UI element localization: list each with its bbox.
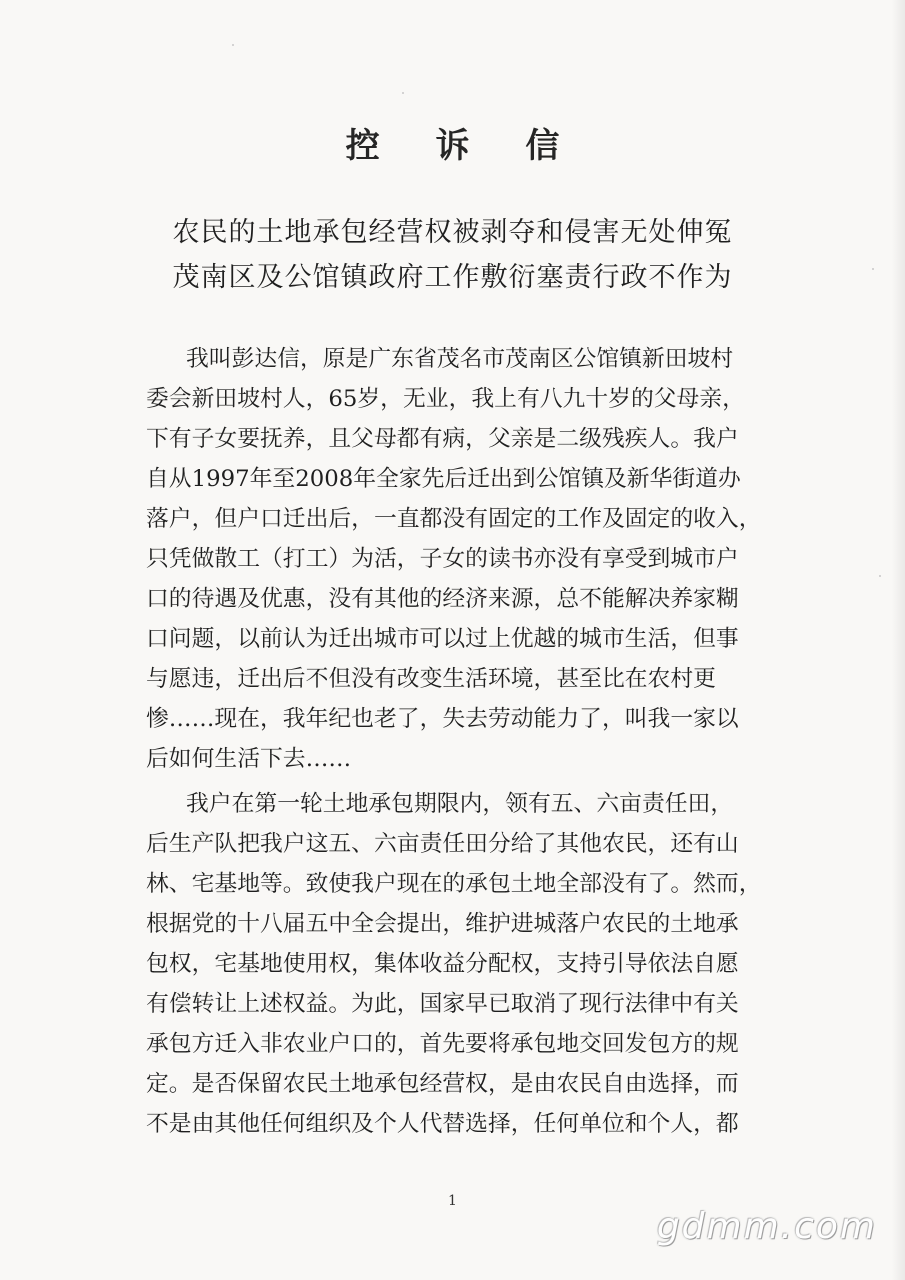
- paragraph-2-line-6: 有偿转让上述权益。为此，国家早已取消了现行法律中有关: [146, 991, 739, 1017]
- paragraph-2-line-8: 定。是否保留农民土地承包经营权，是由农民自由选择，而: [146, 1071, 739, 1097]
- paragraph-1-line-9: 与愿违，迁出后不但没有改变生活环境，甚至比在农村更: [146, 666, 716, 692]
- paragraph-1-line-11: 后如何生活下去……: [146, 746, 352, 772]
- paragraph-2-line-7: 承包方迁入非农业户口的，首先要将承包地交回发包方的规: [146, 1031, 739, 1057]
- paragraph-1-line-4: 自从1997年至2008年全家先后迁出到公馆镇及新华街道办: [146, 466, 741, 492]
- paragraph-1-line-8: 口问题，以前认为迁出城市可以过上优越的城市生活，但事: [146, 626, 739, 652]
- scan-speck: [879, 575, 881, 577]
- document-subtitle-line-1: 农民的土地承包经营权被剥夺和侵害无处伸冤: [172, 217, 733, 248]
- paragraph-2-line-2: 后生产队把我户这五、六亩责任田分给了其他农民，还有山: [146, 831, 739, 857]
- paragraph-2-line-1: 我户在第一轮土地承包期限内，领有五、六亩责任田，: [186, 791, 734, 817]
- scan-speck: [232, 44, 234, 46]
- paragraph-1-line-2: 委会新田坡村人，65岁，无业，我上有八九十岁的父母亲，: [146, 386, 745, 412]
- paragraph-1-line-1: 我叫彭达信，原是广东省茂名市茂南区公馆镇新田坡村: [186, 346, 734, 372]
- site-watermark: gdmm.com: [656, 1206, 877, 1247]
- paragraph-2-line-4: 根据党的十八届五中全会提出，维护进城落户农民的土地承: [146, 911, 739, 937]
- paragraph-1-line-5: 落户，但户口迁出后，一直都没有固定的工作及固定的收入，: [146, 506, 762, 532]
- scan-edge-shadow: [891, 0, 905, 1280]
- paragraph-2-line-5: 包权，宅基地使用权，集体收益分配权，支持引导依法自愿: [146, 951, 739, 977]
- scan-speck: [402, 92, 404, 94]
- paragraph-2-line-3: 林、宅基地等。致使我户现在的承包土地全部没有了。然而，: [146, 871, 762, 897]
- paragraph-1-line-6: 只凭做散工（打工）为活，子女的读书亦没有享受到城市户: [146, 546, 739, 572]
- paragraph-1-line-10: 惨……现在，我年纪也老了，失去劳动能力了，叫我一家以: [146, 706, 739, 732]
- document-title: 控 诉 信: [345, 126, 582, 166]
- page-number: 1: [448, 1193, 457, 1209]
- paragraph-1-line-7: 口的待遇及优惠，没有其他的经济来源，总不能解决养家糊: [146, 586, 739, 612]
- document-subtitle-line-2: 茂南区及公馆镇政府工作敷衍塞责行政不作为: [172, 262, 733, 293]
- paragraph-2-line-9: 不是由其他任何组织及个人代替选择，任何单位和个人，都: [146, 1111, 739, 1137]
- paragraph-1-line-3: 下有子女要抚养，且父母都有病，父亲是二级残疾人。我户: [146, 426, 739, 452]
